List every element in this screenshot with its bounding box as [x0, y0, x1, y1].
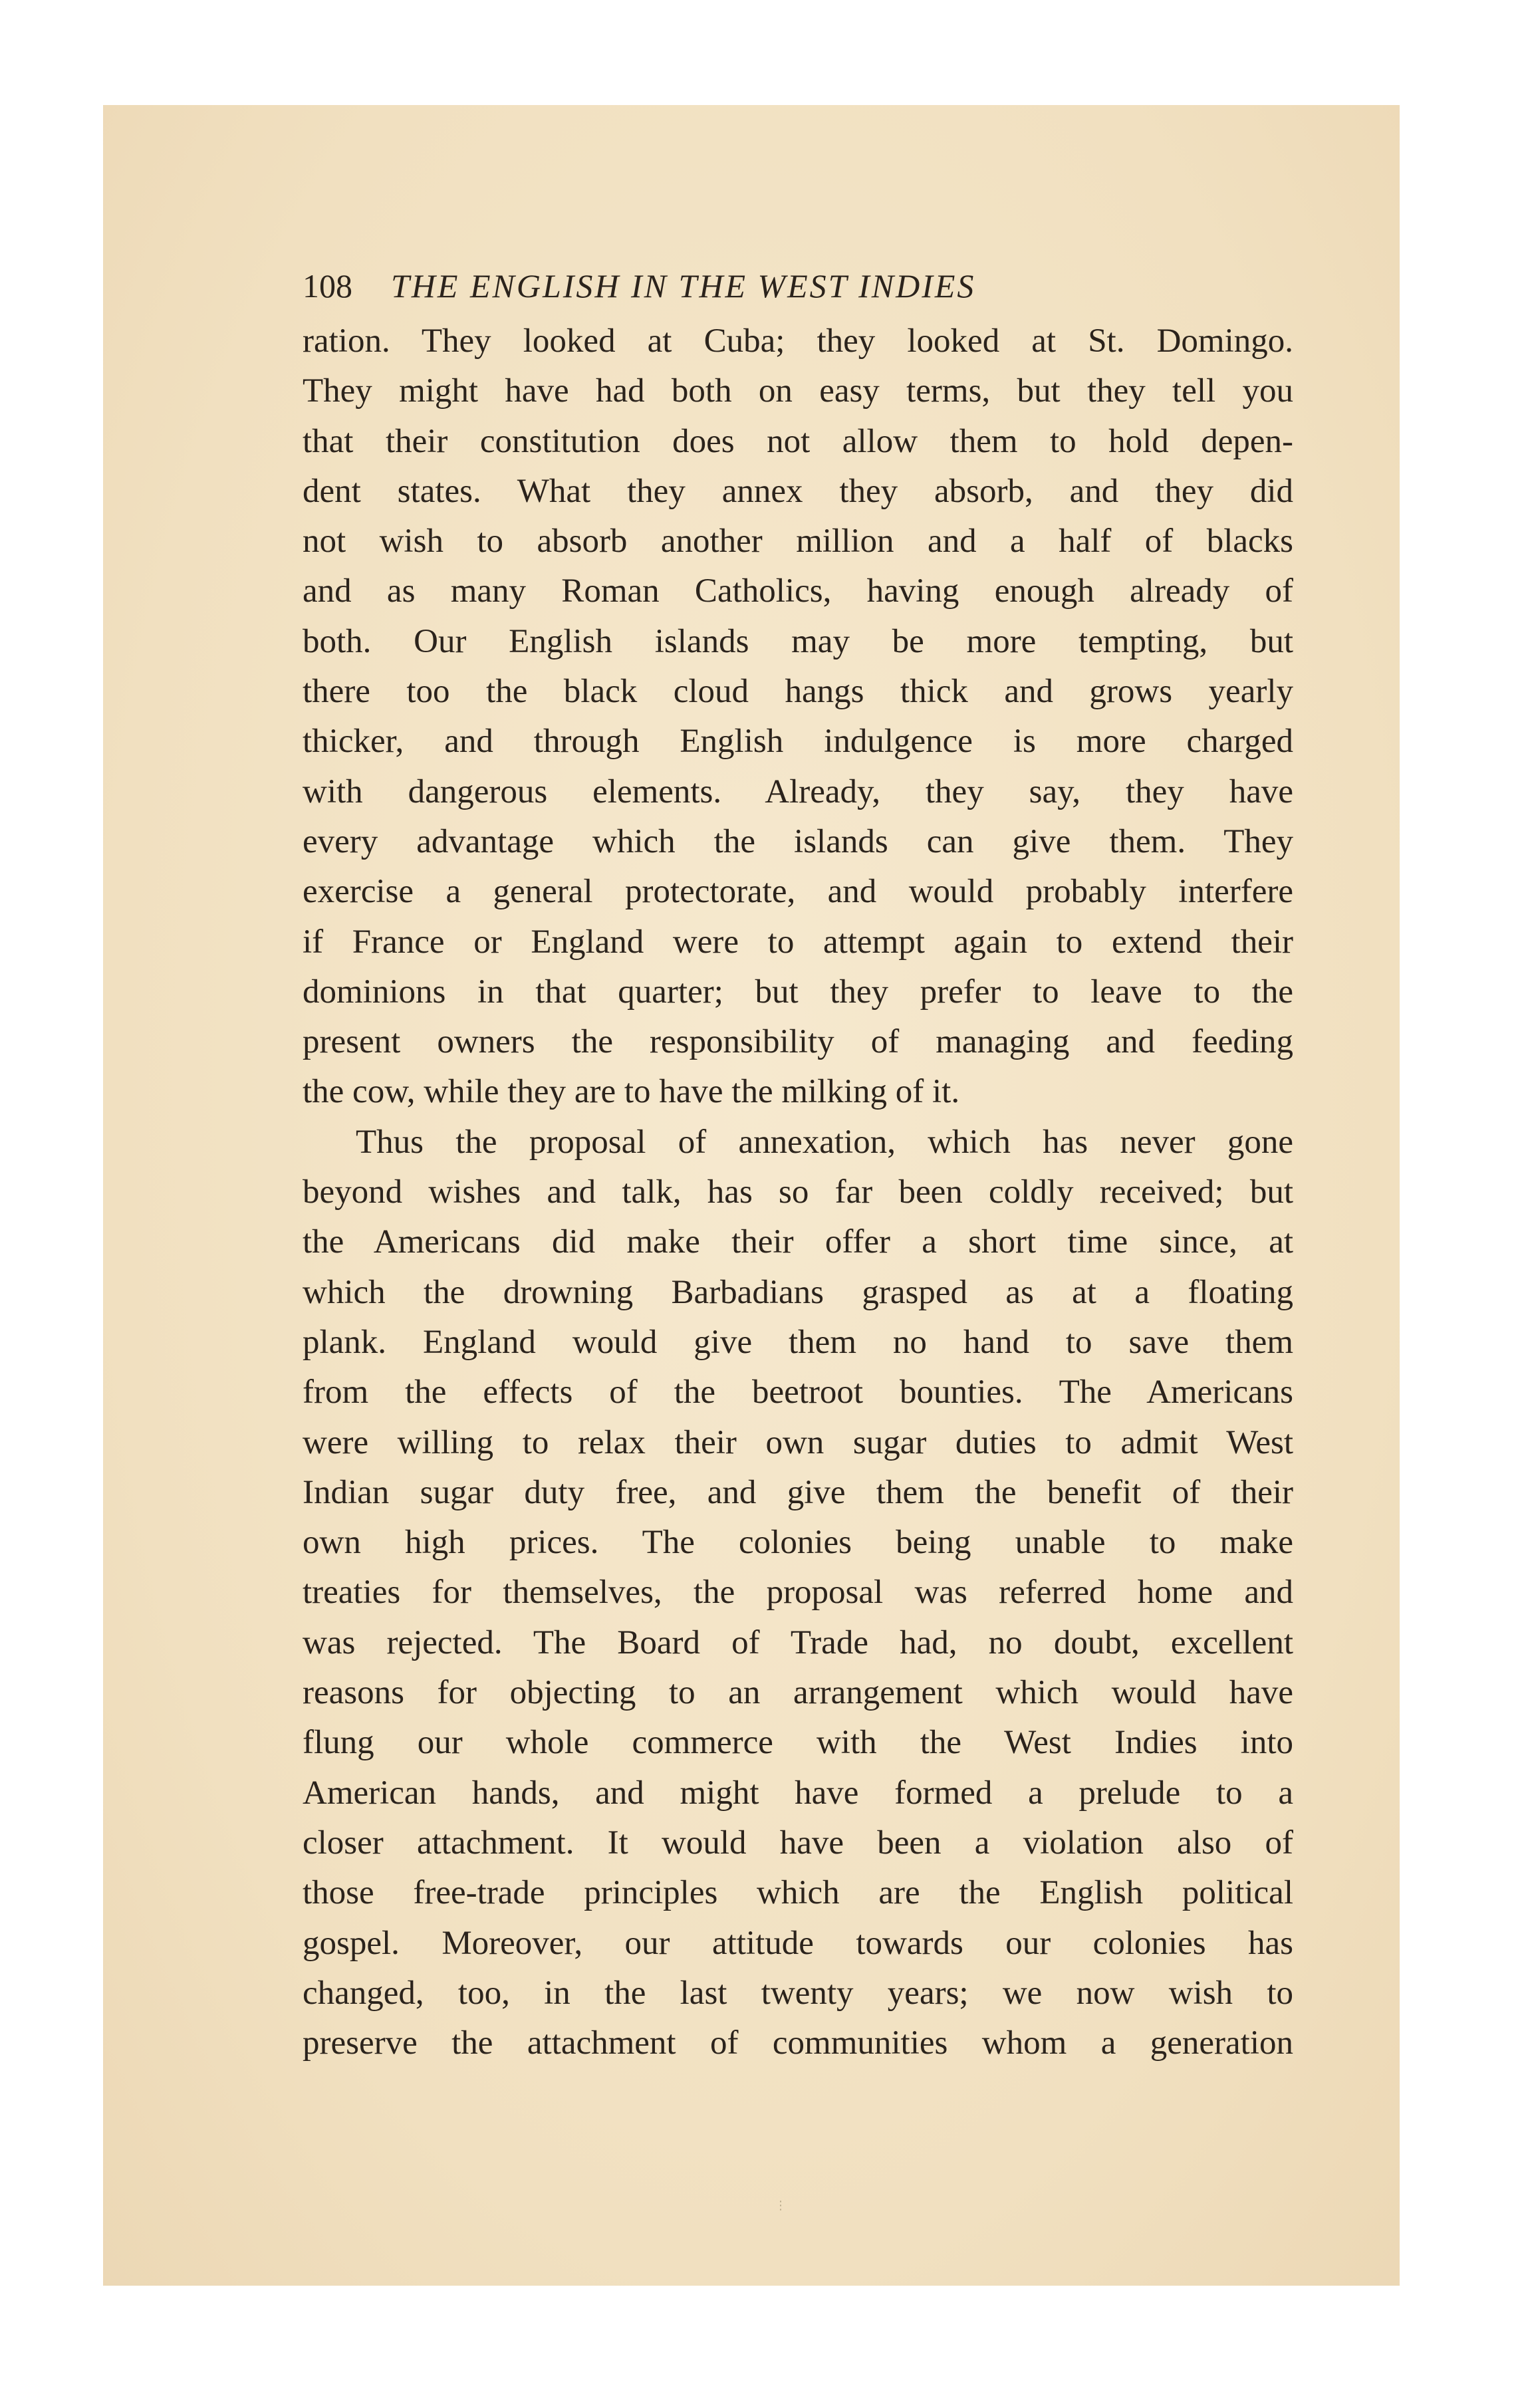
text-line: gospel. Moreover, our attitude towards our colonies has: [303, 1924, 1293, 1962]
text-line: thicker, and through English indulgence is more charged: [303, 723, 1293, 761]
text-line: from the effects of the beetroot bounties. The Americans: [303, 1374, 1293, 1411]
text-line: not wish to absorb another million and a half of blacks: [303, 523, 1293, 560]
text-line: treaties for themselves, the proposal was referred home and: [303, 1574, 1293, 1612]
text-line: dominions in that quarter; but they prefer to leave to the: [303, 973, 1293, 1011]
text-line: both. Our English islands may be more tempting, but: [303, 622, 1293, 660]
text-line: and as many Roman Catholics, having enough already of: [303, 572, 1293, 610]
text-line: were willing to relax their own sugar duties to admit West: [303, 1423, 1293, 1461]
text-line: plank. England would give them no hand to save them: [303, 1323, 1293, 1361]
text-line: Indian sugar duty free, and give them the benefit of their: [303, 1473, 1293, 1511]
text-line: every advantage which the islands can give them. They: [303, 822, 1293, 860]
paper-blemish: ⋮: [775, 2199, 787, 2213]
page-header: [303, 259, 1293, 312]
text-line: exercise a general protectorate, and would probably interfere: [303, 873, 1293, 911]
text-line: with dangerous elements. Already, they say, they have: [303, 773, 1293, 810]
text-line: which the drowning Barbadians grasped as at a floating: [303, 1273, 1293, 1311]
text-line: closer attachment. It would have been a violation also of: [303, 1824, 1293, 1862]
text-line: ration. They looked at Cuba; they looked at St. Domingo.: [303, 322, 1293, 360]
text-line: reasons for objecting to an arrangement which would have: [303, 1674, 1293, 1712]
text-line: the cow, while they are to have the milking of it.: [303, 1073, 960, 1111]
text-line: there too the black cloud hangs thick and grows yearly: [303, 673, 1293, 711]
running-head: THE ENGLISH IN THE WEST INDIES: [391, 267, 976, 304]
text-line: dent states. What they annex they absorb, and they did: [303, 472, 1293, 510]
body-text: [303, 316, 1293, 2068]
text-line: present owners the responsibility of managing and feeding: [303, 1023, 1293, 1061]
text-line: preserve the attachment of communities whom a generation: [303, 2024, 1293, 2062]
text-line: beyond wishes and talk, has so far been coldly received; but: [303, 1173, 1293, 1211]
text-line: Thus the proposal of annexation, which has never gone: [356, 1123, 1293, 1161]
text-line: changed, too, in the last twenty years; we now wish to: [303, 1974, 1293, 2012]
text-line: own high prices. The colonies being unable to make: [303, 1524, 1293, 1562]
text-line: those free-trade principles which are the English political: [303, 1874, 1293, 1912]
paragraph-1: [303, 316, 1293, 1118]
text-line: the Americans did make their offer a short time since, at: [303, 1223, 1293, 1261]
text-line: if France or England were to attempt again to extend their: [303, 923, 1293, 961]
text-line: They might have had both on easy terms, but they tell you: [303, 372, 1293, 410]
text-line: that their constitution does not allow them to hold depen-: [303, 422, 1293, 460]
book-page: [103, 105, 1400, 2286]
text-line: was rejected. The Board of Trade had, no doubt, excellent: [303, 1624, 1293, 1661]
text-line: American hands, and might have formed a prelude to a: [303, 1774, 1293, 1812]
paragraph-2: [303, 1118, 1293, 2069]
text-line: flung our whole commerce with the West Indies into: [303, 1724, 1293, 1762]
page-number: 108: [303, 267, 352, 304]
